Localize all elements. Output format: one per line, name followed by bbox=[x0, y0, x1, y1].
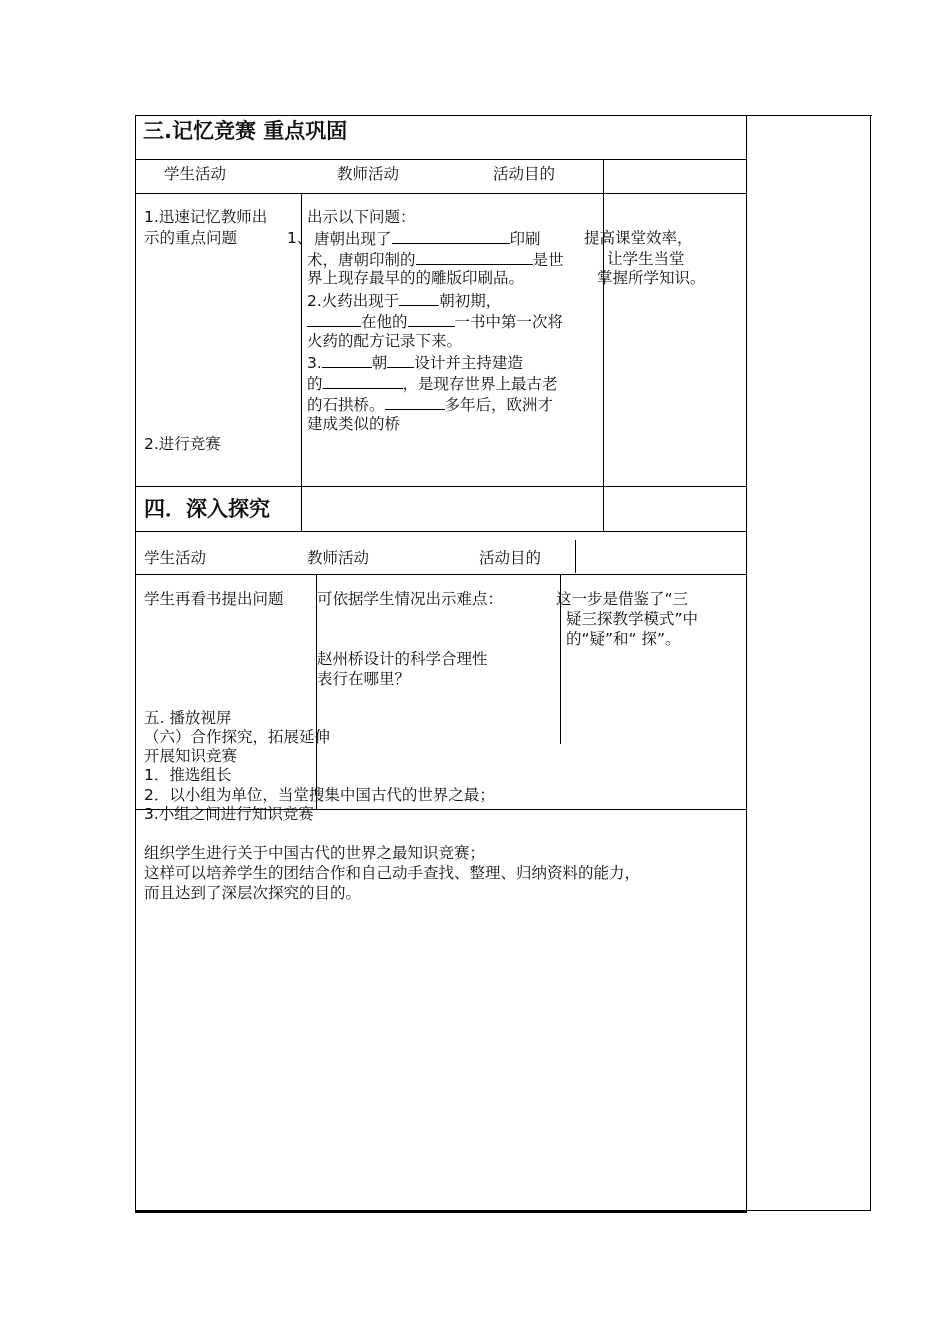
s4-title: 四．深入探究 bbox=[144, 497, 270, 521]
s3-q3-line1 bbox=[307, 352, 523, 374]
s4-purpose-line3: 的“疑”和“ 探”。 bbox=[566, 630, 681, 648]
s3-q3f: 的石拱桥。 bbox=[307, 396, 385, 414]
s3-header-row-line bbox=[135, 193, 747, 194]
s3-q1d: 是世 bbox=[532, 251, 564, 269]
table-main-right-border bbox=[746, 115, 747, 1213]
s4-title-row-top bbox=[135, 486, 747, 487]
s4-extra-5: 3.小组之间进行知识竞赛 bbox=[144, 805, 314, 823]
s3-student-line1: 1.迅速记忆教师出 bbox=[144, 208, 268, 226]
s3-q2-line1 bbox=[307, 290, 501, 312]
s3-q1-line3: 界上现存最早的的雕版印刷品。 bbox=[307, 269, 525, 287]
s3-title-row-line bbox=[135, 159, 747, 160]
s4-extra-0: 五. 播放视屏 bbox=[144, 709, 232, 727]
s3-q1-line1 bbox=[314, 228, 541, 250]
s3-q3c: 设计并主持建造 bbox=[414, 354, 523, 372]
s3-q2-line3: 火药的配方记录下来。 bbox=[307, 332, 463, 350]
s4-purpose-line2: 疑三探教学模式”中 bbox=[566, 610, 699, 628]
table-top-border bbox=[135, 115, 872, 116]
s3-q3d: 的 bbox=[307, 375, 323, 393]
s4-header-student: 学生活动 bbox=[144, 549, 207, 567]
s3-q3g: 多年后，欧洲才 bbox=[444, 396, 554, 414]
s3-q3-blank3 bbox=[323, 373, 403, 389]
s3-purpose-line1: 提高课堂效率， bbox=[584, 229, 693, 247]
s3-q2-blank1 bbox=[399, 290, 439, 306]
s3-q2-line2 bbox=[307, 311, 563, 333]
s3-q2b: 朝初期， bbox=[439, 292, 502, 310]
s4-extra-2: 开展知识竞赛 bbox=[144, 747, 238, 765]
table-bottom-border bbox=[135, 1210, 747, 1213]
s4-teacher-q1: 赵州桥设计的科学合理性 bbox=[317, 650, 488, 668]
s4-extra-1: （六）合作探究，拓展延伸 bbox=[144, 728, 331, 746]
s3-q2-blank3 bbox=[408, 311, 455, 327]
s4-summary-2: 而且达到了深层次探究的目的。 bbox=[144, 884, 362, 902]
s3-purpose-line2: 让学生当堂 bbox=[607, 250, 685, 268]
s3-q1a: 唐朝出现了 bbox=[314, 230, 392, 248]
table-left-border bbox=[135, 115, 136, 1213]
s4-extra-3: 1．推选组长 bbox=[144, 766, 232, 784]
s3-header-student: 学生活动 bbox=[164, 165, 227, 183]
s4-summary-0: 组织学生进行关于中国古代的世界之最知识竞赛； bbox=[144, 844, 486, 862]
s4-teacher-q2: 表行在哪里？ bbox=[317, 670, 411, 688]
s3-header-purpose: 活动目的 bbox=[493, 165, 556, 183]
s3-q2d: 一书中第一次将 bbox=[454, 313, 564, 331]
table-outer-bottom bbox=[746, 1210, 871, 1211]
s4-header-purpose: 活动目的 bbox=[479, 549, 542, 567]
s3-header-teacher: 教师活动 bbox=[337, 165, 400, 183]
s3-q3b: 朝 bbox=[371, 354, 388, 372]
s3-q1-blank1 bbox=[392, 228, 510, 244]
s3-q1b: 印刷 bbox=[509, 230, 541, 248]
s3-title: 三.记忆竞赛 重点巩固 bbox=[143, 119, 348, 143]
s3-q3-blank4 bbox=[385, 394, 445, 410]
s3-student-item2: 2.进行竞赛 bbox=[144, 435, 221, 453]
s3-q3-line4: 建成类似的桥 bbox=[307, 415, 401, 433]
table-outer-right-border bbox=[870, 115, 871, 1211]
s3-q3-line3 bbox=[307, 394, 553, 416]
s4-header-teacher: 教师活动 bbox=[307, 549, 370, 567]
s3-q3e: ，是现存世界上最古老 bbox=[402, 375, 558, 393]
s3-teacher-intro: 出示以下问题： bbox=[307, 208, 416, 226]
s4-header-row-line bbox=[135, 574, 747, 575]
s4-title-row-bottom bbox=[135, 531, 747, 532]
s4-purpose-line1: 这一步是借鉴了“三 bbox=[556, 590, 689, 608]
s3-q2c: 在他的 bbox=[361, 313, 408, 331]
s3-q3-blank2 bbox=[387, 352, 414, 368]
s3-q1-blank2 bbox=[416, 249, 533, 265]
s4-summary-1: 这样可以培养学生的团结合作和自己动手查找、整理、归纳资料的能力， bbox=[144, 864, 641, 882]
s3-q2-blank2 bbox=[307, 311, 361, 327]
s3-q1c: 术，唐朝印制的 bbox=[307, 251, 416, 269]
s4-teacher-line1: 可依据学生情况出示难点： bbox=[317, 590, 504, 608]
s4-extra-4: 2．以小组为单位，当堂搜集中国古代的世界之最； bbox=[144, 786, 495, 804]
s3-col2-divider bbox=[603, 159, 604, 531]
s3-q3-blank1 bbox=[322, 352, 372, 368]
s4-header-col-divider bbox=[575, 540, 576, 573]
s3-student-line2: 示的重点问题 bbox=[144, 229, 238, 247]
s4-student-text: 学生再看书提出问题 bbox=[144, 590, 284, 608]
s3-q3-line2 bbox=[307, 373, 558, 395]
s3-teacher-num1: 1、 bbox=[287, 229, 313, 247]
s3-q3a: 3. bbox=[307, 354, 322, 372]
s3-q2a: 2.火药出现于 bbox=[307, 292, 400, 310]
s3-purpose-line3: 掌握所学知识。 bbox=[597, 269, 706, 287]
